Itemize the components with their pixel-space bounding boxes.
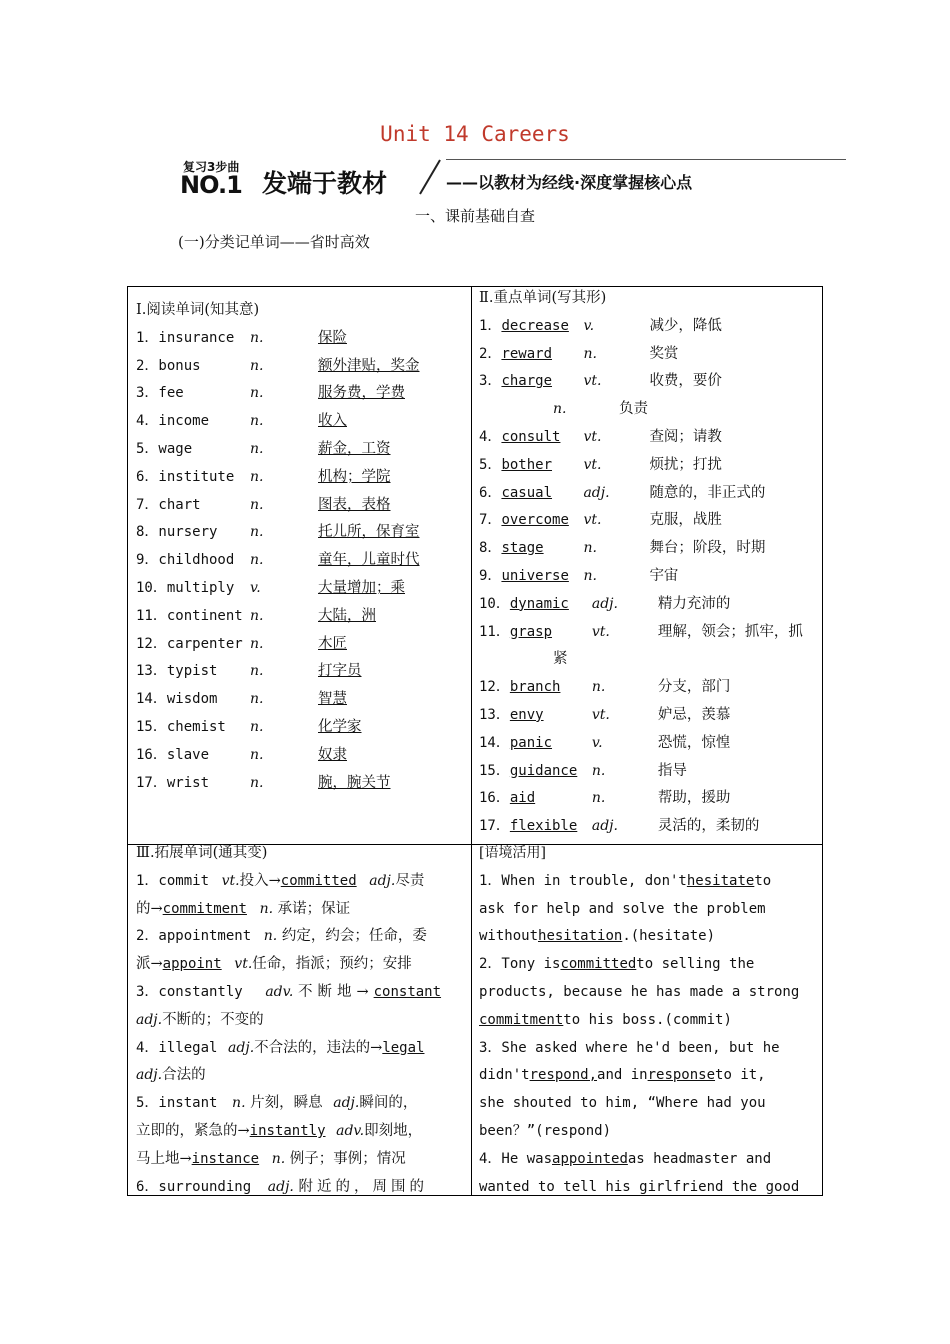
- extend-text: 不断地→: [297, 983, 374, 1000]
- reading-pos: n.: [250, 552, 264, 569]
- context-answer: response: [647, 1067, 716, 1084]
- reading-meaning: 薪金，工资: [318, 440, 391, 457]
- key-meaning: 查阅；请教: [649, 428, 722, 445]
- reading-word: 6．institute: [136, 468, 235, 485]
- key-meaning: 烦扰；打扰: [649, 456, 722, 473]
- key-item: [479, 368, 819, 396]
- reading-item: [136, 575, 466, 603]
- reading-meaning: 托儿所，保育室: [318, 524, 420, 541]
- banner-heading: 发端于教材: [262, 169, 388, 198]
- key-word: bother: [501, 456, 553, 473]
- key-meaning: 紧: [553, 651, 568, 668]
- banner-small-label: 复习3步曲: [183, 160, 240, 174]
- context-text: to selling the: [636, 956, 755, 973]
- key-heading: Ⅱ.重点单词(写其形): [479, 290, 607, 306]
- key-item: [479, 424, 819, 452]
- context-line: [479, 896, 815, 924]
- extend-answer: commitment: [162, 900, 247, 917]
- reading-item: [136, 603, 466, 631]
- banner-no1: NO.1: [180, 171, 242, 199]
- key-pos: n.: [591, 790, 606, 807]
- key-pos: vt.: [583, 373, 602, 390]
- reading-word: 10．multiply: [136, 579, 235, 596]
- context-line: [479, 1146, 815, 1174]
- reading-word: 1．insurance: [136, 329, 235, 346]
- extend-pos: adj.: [228, 1039, 255, 1056]
- key-item: [479, 646, 819, 674]
- context-text: wanted to tell his girlfriend the good: [479, 1178, 800, 1195]
- context-answer: appointed: [552, 1150, 628, 1167]
- extend-pos: adj.: [333, 1095, 360, 1112]
- reading-pos: v.: [250, 579, 261, 596]
- reading-item: [136, 436, 466, 464]
- reading-item: [136, 631, 466, 659]
- extend-pos: adj.: [267, 1178, 294, 1195]
- key-word: grasp: [509, 623, 553, 640]
- key-words-cell: [479, 285, 819, 841]
- key-item: [479, 619, 819, 647]
- extend-text: 承诺；保证: [277, 900, 351, 917]
- key-word: consult: [501, 428, 561, 445]
- reading-pos: n.: [250, 440, 264, 457]
- extend-pos: n.: [259, 900, 274, 917]
- reading-pos: n.: [250, 496, 264, 513]
- reading-pos: n.: [250, 691, 264, 708]
- key-number: 10．: [479, 595, 510, 612]
- reading-meaning: 服务费，学费: [318, 385, 405, 402]
- key-item: [479, 341, 819, 369]
- reading-words-cell: [136, 297, 466, 797]
- context-line: [479, 951, 815, 979]
- reading-item: [136, 770, 466, 798]
- reading-word: 7．chart: [136, 496, 201, 513]
- key-number: 11．: [479, 623, 510, 640]
- key-pos: vt.: [591, 706, 610, 723]
- reading-word: 13．typist: [136, 663, 218, 680]
- key-item: [479, 396, 819, 424]
- reading-word: 4．income: [136, 413, 210, 430]
- reading-meaning: 大陆，洲: [318, 607, 376, 624]
- key-item: [479, 785, 819, 813]
- key-word: universe: [501, 567, 569, 584]
- reading-word: 16．slave: [136, 746, 210, 763]
- reading-meaning: 智慧: [318, 691, 347, 708]
- reading-meaning: 奴隶: [318, 746, 347, 763]
- extend-text: 投入→: [239, 872, 281, 889]
- key-word: stage: [501, 540, 544, 557]
- key-pos: n.: [583, 540, 597, 557]
- context-line: [479, 868, 815, 896]
- key-number: 7．: [479, 512, 502, 529]
- reading-item: [136, 353, 466, 381]
- extend-pos: vt.: [234, 956, 253, 973]
- key-number: 4．: [479, 428, 502, 445]
- key-pos: vt.: [591, 623, 610, 640]
- key-item: [479, 591, 819, 619]
- banner-rule: [446, 159, 846, 160]
- context-answer: commitment: [479, 1011, 564, 1028]
- extend-text: 合法的: [162, 1067, 206, 1084]
- key-item: [479, 535, 819, 563]
- reading-list: [136, 325, 466, 798]
- context-text: without: [479, 928, 539, 945]
- reading-word: 3．fee: [136, 385, 184, 402]
- key-word: reward: [501, 345, 553, 362]
- extend-word: 2．appointment: [136, 928, 252, 945]
- extend-line: [136, 896, 462, 924]
- key-word: guidance: [509, 762, 578, 779]
- key-meaning: 帮助，援助: [657, 790, 731, 807]
- key-meaning: 分支，部门: [657, 679, 731, 696]
- reading-meaning: 机构；学院: [318, 468, 391, 485]
- key-word: casual: [501, 484, 553, 501]
- reading-item: [136, 492, 466, 520]
- key-word: overcome: [501, 512, 569, 529]
- context-line: [479, 1118, 815, 1146]
- extend-line: [136, 1007, 462, 1035]
- reading-item: [136, 380, 466, 408]
- key-pos: vt.: [583, 456, 602, 473]
- reading-pos: n.: [250, 635, 264, 652]
- extend-pos: adv.: [336, 1122, 365, 1139]
- context-text: she shouted to him, “Where had you: [479, 1095, 766, 1112]
- reading-item: [136, 547, 466, 575]
- key-item: [479, 730, 819, 758]
- key-item: [479, 758, 819, 786]
- context-text: .(hesitate): [622, 928, 716, 945]
- extend-text: 例子；事例；情况: [289, 1150, 406, 1167]
- key-meaning: 收费，要价: [649, 373, 722, 390]
- table-divider-vertical: [471, 287, 472, 1195]
- extend-text: 派→: [136, 956, 163, 973]
- reading-meaning: 额外津贴，奖金: [318, 357, 420, 374]
- key-number: 14．: [479, 734, 510, 751]
- extend-word: 3．constantly: [136, 983, 243, 1000]
- key-pos: adj.: [591, 595, 618, 612]
- extend-text: 片刻，瞬息: [250, 1095, 323, 1112]
- extend-word: 6．surrounding: [136, 1178, 252, 1195]
- reading-pos: n.: [250, 413, 264, 430]
- context-heading: [语境活用]: [479, 845, 546, 861]
- extend-line: [136, 1118, 462, 1146]
- key-meaning: 舞台；阶段，时期: [649, 540, 766, 557]
- extend-line: [136, 951, 462, 979]
- extend-line: [136, 1062, 462, 1090]
- reading-heading: Ⅰ.阅读单词(知其意): [136, 302, 260, 318]
- key-pos: n.: [591, 679, 606, 696]
- extend-line: [136, 923, 462, 951]
- context-text: and in: [597, 1067, 648, 1084]
- key-pos: adj.: [591, 818, 618, 835]
- reading-meaning: 化学家: [318, 718, 362, 735]
- extend-text: 的→: [136, 900, 163, 917]
- key-word: branch: [509, 679, 561, 696]
- context-text: 4．He was: [479, 1150, 553, 1167]
- reading-meaning: 收入: [318, 413, 347, 430]
- context-answer: hesitate: [686, 872, 755, 889]
- key-meaning: 减少，降低: [649, 317, 722, 334]
- key-meaning: 负责: [619, 401, 648, 418]
- reading-word: 9．childhood: [136, 552, 235, 569]
- reading-word: 14．wisdom: [136, 691, 218, 708]
- extend-pos: n.: [232, 1095, 246, 1112]
- reading-pos: n.: [250, 774, 264, 791]
- section-banner: [178, 156, 846, 198]
- context-answer: respond,: [529, 1067, 598, 1084]
- key-item: [479, 563, 819, 591]
- extend-text: 瞬间的，: [359, 1095, 418, 1112]
- reading-pos: n.: [250, 385, 264, 402]
- key-number: 15．: [479, 762, 510, 779]
- extend-text: 立即的，紧急的→: [136, 1122, 250, 1139]
- key-pos: vt.: [583, 428, 602, 445]
- key-meaning: 宇宙: [649, 567, 679, 584]
- key-meaning: 恐慌，惊惶: [657, 734, 731, 751]
- context-text: 3．She asked where he'd been, but he: [479, 1039, 780, 1056]
- reading-meaning: 腕，腕关节: [318, 774, 391, 791]
- reading-pos: n.: [250, 329, 264, 346]
- context-text: been？”(respond): [479, 1122, 612, 1139]
- context-text: ask for help and solve the problem: [479, 900, 766, 917]
- extend-line: [136, 1035, 462, 1063]
- extend-pos: adj.: [136, 1011, 163, 1028]
- key-number: 1．: [479, 317, 502, 334]
- key-meaning: 奖赏: [649, 345, 679, 362]
- context-line: [479, 923, 815, 951]
- extend-pos: n.: [271, 1150, 286, 1167]
- key-meaning: 随意的，非正式的: [649, 484, 766, 501]
- key-item: [479, 313, 819, 341]
- extend-text: 即刻地，: [364, 1122, 423, 1139]
- key-meaning: 灵活的，柔韧的: [657, 818, 760, 835]
- extend-text: 不断的；不变的: [162, 1011, 264, 1028]
- context-line: [479, 1035, 815, 1063]
- key-number: 5．: [479, 456, 502, 473]
- reading-meaning: 大量增加；乘: [318, 579, 405, 596]
- context-answer: committed: [560, 956, 637, 973]
- extend-heading: Ⅲ.拓展单词(通其变): [136, 845, 268, 861]
- extend-word: 4．illegal: [136, 1039, 218, 1056]
- reading-item: [136, 519, 466, 547]
- context-line: [479, 1090, 815, 1118]
- reading-word: 12．carpenter: [136, 635, 243, 652]
- key-item: [479, 507, 819, 535]
- reading-meaning: 图表，表格: [318, 496, 391, 513]
- reading-word: 17．wrist: [136, 774, 210, 791]
- context-text: to it,: [715, 1067, 766, 1084]
- key-word: envy: [509, 706, 544, 723]
- reading-word: 11．continent: [136, 607, 243, 624]
- context-text: 1．When in trouble, don't: [479, 872, 687, 889]
- key-pos: n.: [553, 401, 567, 418]
- key-number: 6．: [479, 484, 502, 501]
- extend-answer: instantly: [249, 1122, 326, 1139]
- key-item: [479, 813, 819, 841]
- context-line: [479, 1062, 815, 1090]
- extend-line: [136, 1174, 462, 1202]
- extend-pos: n.: [263, 928, 278, 945]
- key-number: 13．: [479, 706, 510, 723]
- vocab-table: [127, 286, 823, 1196]
- context-text: products, because he has made a strong: [479, 983, 800, 1000]
- reading-item: [136, 408, 466, 436]
- extend-answer: appoint: [162, 956, 222, 973]
- extend-pos: adj.: [369, 872, 396, 889]
- key-word: dynamic: [509, 595, 569, 612]
- extend-line: [136, 1146, 462, 1174]
- extend-line: [136, 979, 462, 1007]
- key-number: 16．: [479, 790, 510, 807]
- key-number: 2．: [479, 345, 502, 362]
- key-word: aid: [509, 790, 536, 807]
- context-line: [479, 1174, 815, 1202]
- reading-meaning: 木匠: [318, 635, 347, 652]
- key-pos: v.: [591, 734, 603, 751]
- key-pos: adj.: [583, 484, 610, 501]
- key-meaning: 指导: [657, 762, 687, 779]
- extend-answer: committed: [280, 872, 357, 889]
- reading-meaning: 打字员: [318, 663, 362, 680]
- key-number: 12．: [479, 679, 510, 696]
- reading-word: 15．chemist: [136, 718, 226, 735]
- context-answer: hesitation: [538, 928, 623, 945]
- extend-word: 5．instant: [136, 1095, 218, 1112]
- reading-pos: n.: [250, 357, 264, 374]
- key-pos: n.: [583, 345, 597, 362]
- key-number: 17．: [479, 818, 510, 835]
- context-text: didn't: [479, 1067, 530, 1084]
- key-pos: n.: [583, 567, 597, 584]
- context-line: [479, 979, 815, 1007]
- section-heading: 一、课前基础自查: [414, 207, 535, 225]
- reading-word: 2．bonus: [136, 357, 201, 374]
- subsection-heading: (一)分类记单词——省时高效: [178, 233, 370, 251]
- extend-text: 马上地→: [136, 1150, 192, 1167]
- reading-word: 5．wage: [136, 440, 193, 457]
- key-pos: vt.: [583, 512, 602, 529]
- context-text: 2．Tony is: [479, 956, 561, 973]
- key-item: [479, 452, 819, 480]
- key-word: decrease: [501, 317, 569, 334]
- extend-answer: constant: [373, 983, 442, 1000]
- reading-item: [136, 686, 466, 714]
- extend-pos: adj.: [136, 1067, 163, 1084]
- extend-text: 附近的，周围的: [298, 1178, 428, 1195]
- extend-pos: vt.: [221, 872, 240, 889]
- extend-text: 不合法的，违法的→: [254, 1039, 383, 1056]
- key-number: 8．: [479, 540, 502, 557]
- context-text: as headmaster and: [627, 1150, 772, 1167]
- key-meaning: 克服，战胜: [649, 512, 722, 529]
- context-text: to: [754, 872, 772, 889]
- extend-answer: instance: [191, 1150, 260, 1167]
- reading-pos: n.: [250, 746, 264, 763]
- reading-meaning: 保险: [318, 329, 347, 346]
- extend-answer: legal: [382, 1039, 425, 1056]
- key-word: flexible: [509, 818, 578, 835]
- reading-item: [136, 742, 466, 770]
- context-text: to his boss.(commit): [563, 1011, 732, 1028]
- key-number: 9．: [479, 567, 502, 584]
- extend-line: [136, 868, 462, 896]
- key-word: panic: [509, 734, 553, 751]
- extend-word: 1．commit: [136, 872, 210, 889]
- reading-item: [136, 658, 466, 686]
- reading-pos: n.: [250, 718, 264, 735]
- key-item: [479, 674, 819, 702]
- context-line: [479, 1007, 815, 1035]
- extend-text: 任命，指派；预约；安排: [252, 956, 412, 973]
- reading-pos: n.: [250, 607, 264, 624]
- extend-text: 尽责: [395, 872, 425, 889]
- reading-item: [136, 464, 466, 492]
- extend-words-cell: [136, 840, 462, 1201]
- key-meaning: 妒忌，羡慕: [657, 706, 731, 723]
- key-meaning: 精力充沛的: [657, 595, 731, 612]
- key-item: [479, 702, 819, 730]
- banner-subtitle: ——以教材为经线·深度掌握核心点: [446, 173, 693, 192]
- unit-title: Unit 14 Careers: [380, 122, 570, 146]
- key-item: [479, 480, 819, 508]
- key-number: 3．: [479, 373, 502, 390]
- reading-pos: n.: [250, 468, 264, 485]
- key-list: [479, 313, 819, 841]
- extend-line: [136, 1090, 462, 1118]
- context-cell: [479, 840, 815, 1201]
- key-pos: n.: [591, 762, 606, 779]
- extend-text: 约定，约会；任命，委: [281, 928, 427, 945]
- key-meaning: 理解，领会；抓牢，抓: [657, 623, 803, 640]
- key-word: charge: [501, 373, 553, 390]
- key-pos: v.: [583, 317, 595, 334]
- reading-pos: n.: [250, 663, 264, 680]
- reading-item: [136, 325, 466, 353]
- reading-pos: n.: [250, 524, 264, 541]
- reading-word: 8．nursery: [136, 524, 218, 541]
- reading-item: [136, 714, 466, 742]
- banner-slash-icon: [414, 158, 444, 196]
- reading-meaning: 童年，儿童时代: [318, 552, 420, 569]
- extend-pos: adv.: [265, 983, 294, 1000]
